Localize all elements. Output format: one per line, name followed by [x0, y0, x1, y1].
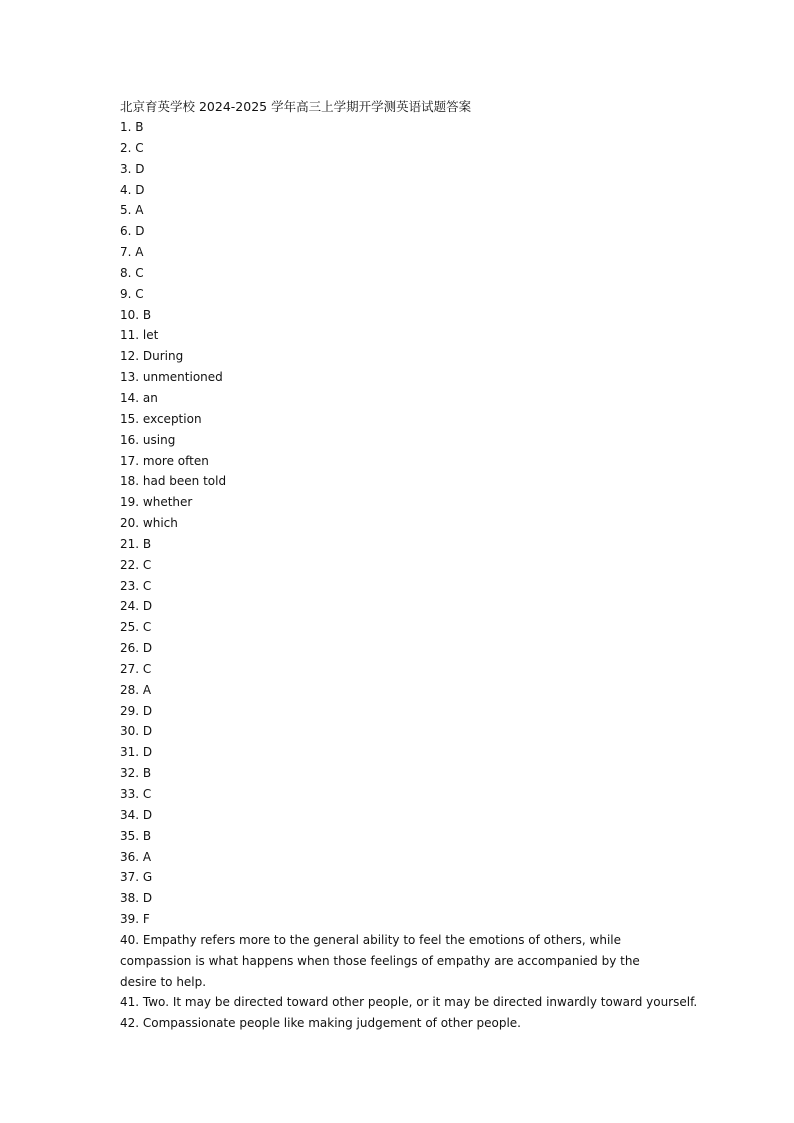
answer-item: 35. B [120, 828, 152, 843]
answer-item: 32. B [120, 766, 152, 781]
answer-sheet [120, 96, 698, 1034]
answer-item: 15. exception [120, 411, 202, 426]
answer-item: 34. D [120, 807, 153, 822]
answer-item: 9. C [120, 286, 144, 301]
answer-item: 10. B [120, 307, 152, 322]
answer-item: 20. which [120, 516, 178, 531]
answer-item: 2. C [120, 140, 144, 155]
answer-item: 7. A [120, 245, 144, 260]
answer-item: 14. an [120, 390, 158, 405]
answer-item: 6. D [120, 224, 145, 239]
answer-item: 36. A [120, 849, 152, 864]
answer-item: 23. C [120, 578, 152, 593]
answer-item: 29. D [120, 703, 153, 718]
answer-item: 4. D [120, 182, 145, 197]
answer-item: 5. A [120, 203, 144, 218]
answer-item: 33. C [120, 787, 152, 801]
answer-item: 24. D [120, 599, 153, 614]
answer-item: 38. D [120, 891, 153, 906]
answer-item: 30. D [120, 724, 153, 739]
answer-item: 21. B [120, 536, 152, 551]
answer-item: 41. Two. It may be directed toward other people, or it may be directed inwardly toward yourself. [120, 995, 698, 1010]
answer-item: 12. During [120, 349, 184, 364]
answer-item: 40. Empathy refers more to the general ability to feel the emotions of others, while compassion is what happens when those feelings of empathy are accompanied by the desire to help. [120, 932, 640, 989]
answer-item: 19. whether [120, 495, 193, 510]
answer-item: 25. C [120, 620, 152, 635]
answer-item: 26. D [120, 641, 153, 656]
answer-item: 11. let [120, 328, 159, 343]
answer-item: 8. C [120, 265, 144, 280]
answer-item: 13. unmentioned [120, 370, 223, 385]
answer-item: 22. C [120, 557, 152, 572]
answer-item: 37. G [120, 870, 153, 885]
answer-item: 17. more often [120, 453, 209, 468]
answer-list [120, 117, 698, 1034]
answer-item: 31. D [120, 745, 153, 760]
answer-item: 28. A [120, 682, 152, 697]
document-title: 北京育英学校 2024-2025 学年高三上学期开学测英语试题答案 [120, 99, 472, 114]
answer-item: 42. Compassionate people like making judgement of other people. [120, 1016, 521, 1031]
answer-item: 27. C [120, 661, 152, 676]
answer-item: 3. D [120, 161, 145, 176]
answer-item: 1. B [120, 120, 144, 134]
answer-item: 39. F [120, 912, 150, 927]
answer-item: 18. had been told [120, 474, 227, 489]
answer-item: 16. using [120, 432, 176, 447]
